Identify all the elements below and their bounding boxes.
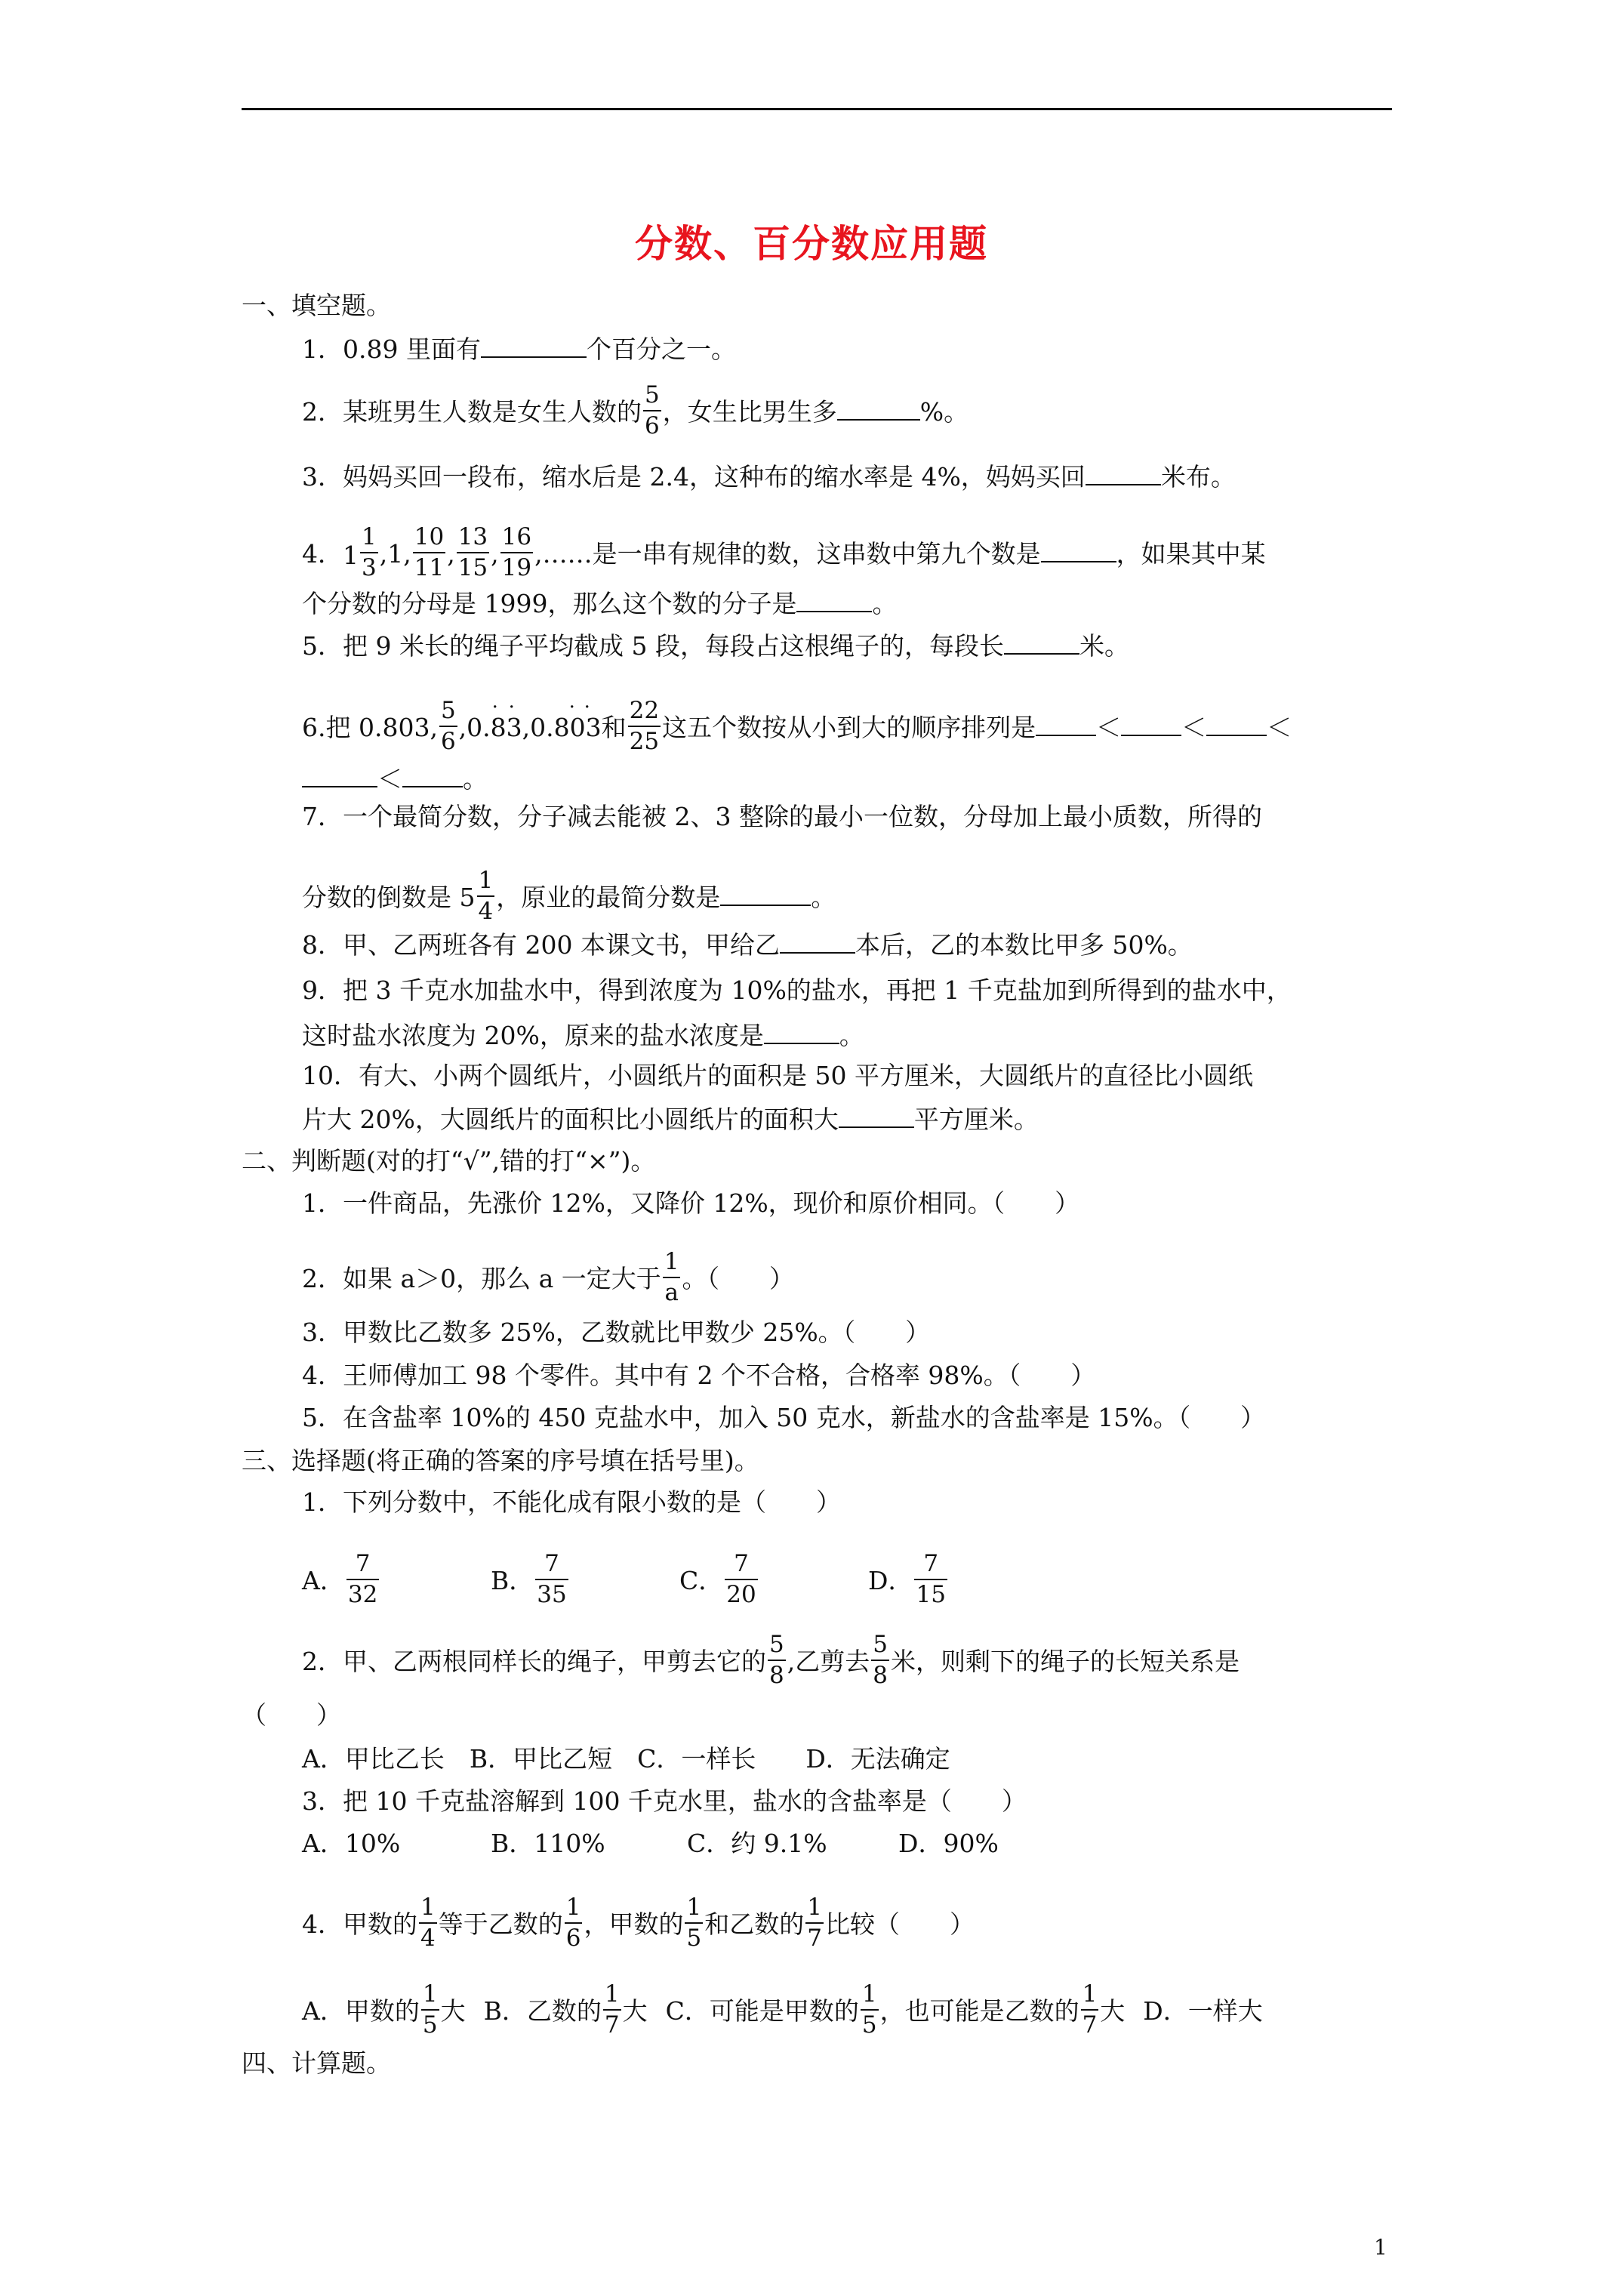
fill-question-8: 8．甲、乙两班各有 200 本课文书，甲给乙 本后，乙的本数比甲多 50%。 [302, 930, 1193, 960]
option-c: C． $\frac{7}{20}$ [679, 1550, 756, 1608]
header-rule [242, 108, 1392, 110]
option-d: D． $\frac{7}{15}$ [868, 1550, 946, 1608]
answer-blank[interactable] [780, 931, 855, 954]
page-title: 分数、百分数应用题 [635, 221, 988, 266]
answer-blank[interactable] [796, 590, 872, 612]
fill-question-6-cont: ＜ 。 [302, 764, 488, 794]
page-number: 1 [1374, 2235, 1387, 2260]
choice-question-2-options: A．甲比乙长 B．甲比乙短 C．一样长 D．无法确定 [302, 1744, 950, 1774]
choice-question-4-options [302, 1980, 1263, 2040]
section-calculation: 四、计算题。 [242, 2048, 391, 2078]
answer-blank[interactable] [402, 765, 463, 787]
judge-question-5: 5．在含盐率 10%的 450 克盐水中，加入 50 克水，新盐水的含盐率是 15%。（ ） [302, 1403, 1266, 1432]
answer-blank[interactable] [1036, 713, 1096, 736]
choice-question-4: 4．甲数的 $\frac{1}{4}$ 等于乙数的 $\frac{1}{6}$ ，甲数的 $\frac{1}{5}$ 和乙数的 $\frac{1}{7}$ 比较（ ） [302, 1894, 975, 1952]
option-c: C．约 9.1% [687, 1829, 827, 1858]
section-fill-in: 一、填空题。 [242, 291, 391, 320]
option-a: A． $\frac{7}{32}$ [302, 1550, 378, 1608]
fraction: $\frac{5}{6}$ [645, 381, 660, 439]
answer-blank[interactable] [720, 883, 811, 906]
fill-question-7-cont: 分数的倒数是 5 $\frac{1}{4}$ ，原业的最简分数是 。 [302, 867, 836, 925]
judge-question-3: 3．甲数比乙数多 25%，乙数就比甲数少 25%。（ ） [302, 1318, 931, 1347]
choice-question-1-options [302, 1550, 949, 1610]
answer-blank[interactable] [1121, 713, 1181, 736]
answer-blank[interactable] [1086, 463, 1161, 485]
option-d: D．90% [898, 1829, 999, 1858]
repeating-decimal: · · 83 [490, 696, 522, 742]
option-d: D．一样大 [1143, 1996, 1263, 2026]
choice-question-3-options [302, 1829, 999, 1859]
fill-question-5: 5．把 9 米长的绳子平均截成 5 段，每段占这根绳子的，每段长 米。 [302, 631, 1129, 661]
judge-question-1: 1．一件商品，先涨价 12%，又降价 12%，现价和原价相同。（ ） [302, 1188, 1080, 1218]
choice-question-1: 1．下列分数中，不能化成有限小数的是（ ） [302, 1487, 841, 1517]
option-b: B．110% [491, 1829, 605, 1858]
judge-question-2: 2．如果 a＞0，那么 a 一定大于 $\frac{1}{a}$ 。（ ） [302, 1248, 795, 1306]
fill-question-1: 1．0.89 里面有 个百分之一。 [302, 334, 736, 364]
section-true-false: 二、判断题(对的打“√”,错的打“×”)。 [242, 1146, 656, 1176]
fill-question-6: 6.把 0.803, $\frac{5}{6}$ ,0. · · 83,0. · · 803和 $\frac{22}{25}$ 这五个数按从小到大的顺序排列是 ＜ ＜ ＜ [302, 696, 1292, 755]
option-b: B． $\frac{7}{35}$ [491, 1550, 567, 1608]
fill-question-10: 10．有大、小两个圆纸片，小圆纸片的面积是 50 平方厘米，大圆纸片的直径比小圆纸 [302, 1061, 1253, 1090]
fill-question-3: 3．妈妈买回一段布，缩水后是 2.4，这种布的缩水率是 4%，妈妈买回 米布。 [302, 462, 1236, 492]
choice-question-2-bracket: （ ） [242, 1700, 341, 1730]
choice-question-2: 2．甲、乙两根同样长的绳子，甲剪去它的 $\frac{5}{8}$ ,乙剪去 $\frac{5}{8}$ 米，则剩下的绳子的长短关系是 [302, 1631, 1240, 1689]
option-a: A．10% [302, 1829, 401, 1858]
fill-question-4-cont: 个分数的分母是 1999，那么这个数的分子是 。 [302, 589, 898, 618]
answer-blank[interactable] [839, 1105, 914, 1128]
answer-blank[interactable] [1004, 632, 1079, 655]
repeating-decimal: · · 803 [553, 696, 602, 742]
answer-blank[interactable] [1206, 713, 1267, 736]
option-a: A．甲数的 $\frac{1}{5}$ 大 [302, 1980, 466, 2039]
answer-blank[interactable] [837, 398, 920, 421]
fill-question-7: 7．一个最简分数，分子减去能被 2、3 整除的最小一位数，分母加上最小质数，所得的 [302, 802, 1262, 831]
judge-question-4: 4．王师傅加工 98 个零件。其中有 2 个不合格，合格率 98%。（ ） [302, 1361, 1096, 1390]
answer-blank[interactable] [1041, 540, 1116, 562]
answer-blank[interactable] [764, 1022, 839, 1044]
choice-question-3: 3．把 10 千克盐溶解到 100 千克水里，盐水的含盐率是（ ） [302, 1786, 1027, 1816]
fill-question-2: 2．某班男生人数是女生人数的 $\frac{5}{6}$ ，女生比男生多 %。 [302, 381, 969, 439]
option-c: C．可能是甲数的 $\frac{1}{5}$ ，也可能是乙数的 $\frac{1}{7}$ 大 [665, 1980, 1126, 2039]
fill-question-9: 9．把 3 千克水加盐水中，得到浓度为 10%的盐水，再把 1 千克盐加到所得到的盐水中， [302, 975, 1292, 1005]
answer-blank[interactable] [481, 335, 587, 358]
answer-blank[interactable] [302, 765, 377, 787]
fill-question-10-cont: 片大 20%，大圆纸片的面积比小圆纸片的面积大 平方厘米。 [302, 1105, 1039, 1134]
fill-question-4: 4． 1 $\frac{1}{3}$ ,1, $\frac{10}{11}$ , $\frac{13}{15}$ , $\frac{16}{19}$ ,……是一串有规律的数，这串数中第九个数是 ，如果其中某 [302, 523, 1266, 581]
section-multiple-choice: 三、选择题(将正确的答案的序号填在括号里)。 [242, 1446, 759, 1475]
option-b: B．乙数的 $\frac{1}{7}$ 大 [483, 1980, 648, 2039]
fill-question-9-cont: 这时盐水浓度为 20%，原来的盐水浓度是 。 [302, 1021, 864, 1050]
